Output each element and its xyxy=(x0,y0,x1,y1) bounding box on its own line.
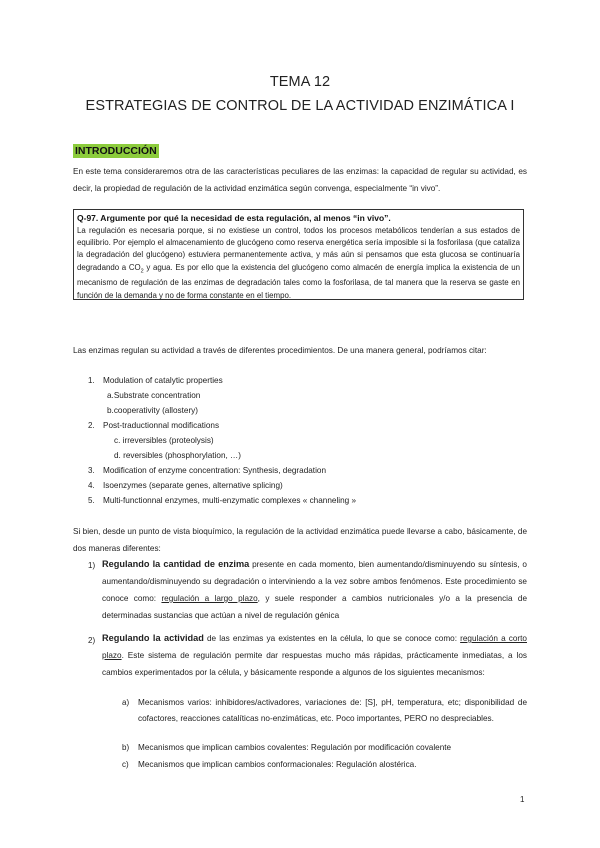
mode-1-text: presente en cada momento, bien aumentando/disminuyendo su síntesis, o aumentando/disminuyendo su degradación o interviniendo a la vez sobre ambos fenómenos. Este procedimiento se conoce como: xyxy=(102,560,527,603)
section-heading-introduccion: INTRODUCCIÓN xyxy=(75,145,157,157)
long-term-regulation-term: regulación a largo plazo xyxy=(161,594,258,603)
mechanism-letter: b) xyxy=(122,743,130,752)
mode-2-heading: Regulando la actividad xyxy=(102,633,204,643)
answer-part-2: y agua. Es por ello que la existencia del glucógeno como almacén de energía implica la existencia de un mecanismo de regulación de las enzimas de degradación tales como la fosforilasa, de tal manera que la reserva se gaste en función de la demanda y no de forma constante en el tiempo. xyxy=(77,262,521,300)
mode-1-paragraph xyxy=(102,556,527,624)
mode-2-text: de las enzimas ya existentes en la célula, lo que se conoce como: xyxy=(203,634,461,643)
page-number: 1 xyxy=(520,795,525,804)
list-number: 5. xyxy=(88,496,95,505)
mechanism-letter: c) xyxy=(122,760,129,769)
list-subitem: a.Substrate concentration xyxy=(107,391,201,400)
document-title: TEMA 12 xyxy=(269,74,331,90)
list-number: 1. xyxy=(88,376,95,385)
list-subitem: d. reversibles (phosphorylation, …) xyxy=(114,451,241,460)
mechanism-item: Mecanismos que implican cambios conformacionales: Regulación alostérica. xyxy=(138,760,417,769)
list-subitem: c. irreversibles (proteolysis) xyxy=(114,436,214,445)
mode-1-text-end: , y suele responder a cambios nutricionales y/o a la presencia de determinadas sustancias que actúan a nivel de regulación génica xyxy=(102,594,528,620)
mechanism-letter: a) xyxy=(122,698,130,707)
mode-number: 2) xyxy=(88,636,96,645)
list-item: Isoenzymes (separate genes, alternative splicing) xyxy=(103,481,283,490)
list-item: Multi-functionnal enzymes, multi-enzymatic complexes « channeling » xyxy=(103,496,357,505)
intro-paragraph: En este tema consideraremos otra de las características peculiares de las enzimas: la capacidad de regular su actividad, es decir, la propiedad de regulación de la actividad enzimática según convenga, especialmente “in vivo”. xyxy=(73,167,527,193)
document-subtitle: ESTRATEGIAS DE CONTROL DE LA ACTIVIDAD ENZIMÁTICA I xyxy=(85,98,515,114)
answer-part-1: La regulación es necesaria porque, si no existiese un control, todos los procesos metabólicos tenderían a sus estados de equilibrio. Por ejemplo el almacenamiento de glucógeno como reserva energética sería imposible si la fosforilasa (que cataliza la degradación del glucógeno) estuviera permanentemente activa, y más aún si pensamos que esta glucosa se continuaría degradando a CO xyxy=(77,226,520,272)
regulation-paragraph: Si bien, desde un punto de vista bioquímico, la regulación de la actividad enzimática puede llevarse a cabo, básicamente, de dos maneras diferentes: xyxy=(73,527,527,553)
list-number: 2. xyxy=(88,421,95,430)
list-item: Modulation of catalytic properties xyxy=(103,376,223,385)
list-item: Modification of enzyme concentration: Synthesis, degradation xyxy=(103,466,327,475)
mechanism-item: Mecanismos que implican cambios covalentes: Regulación por modificación covalente xyxy=(138,743,452,752)
list-item: Post-traductionnal modifications xyxy=(103,421,220,430)
question-text: Q-97. Argumente por qué la necesidad de esta regulación, al menos “in vivo”. xyxy=(77,213,391,223)
short-term-regulation-term: regulación a corto plazo xyxy=(102,634,527,660)
question-box xyxy=(73,209,524,300)
list-subitem: b.cooperativity (allostery) xyxy=(107,406,199,415)
mode-2-paragraph xyxy=(102,630,527,681)
mechanism-item: Mecanismos varios: inhibidores/activadores, variaciones de: [S], pH, temperatura, etc; disponibilidad de cofactores, reacciones catalíticas no-enzimáticas, etc. Poco importantes, PERO no despreciables. xyxy=(138,698,527,723)
mode-2-text-end: . Este sistema de regulación permite dar respuestas mucho más rápidas, prácticamente inmediatas, a los cambios experimentados por la célula, y básicamente responde a algunos de los siguientes mecanismos: xyxy=(102,651,527,677)
answer-subscript: 2 xyxy=(140,268,144,275)
list-number: 3. xyxy=(88,466,95,475)
mode-1-heading: Regulando la cantidad de enzima xyxy=(102,559,250,569)
answer-text xyxy=(77,225,520,302)
procedures-paragraph: Las enzimas regulan su actividad a través de diferentes procedimientos. De una manera general, podríamos citar: xyxy=(73,346,487,355)
mode-number: 1) xyxy=(88,561,96,570)
list-number: 4. xyxy=(88,481,95,490)
